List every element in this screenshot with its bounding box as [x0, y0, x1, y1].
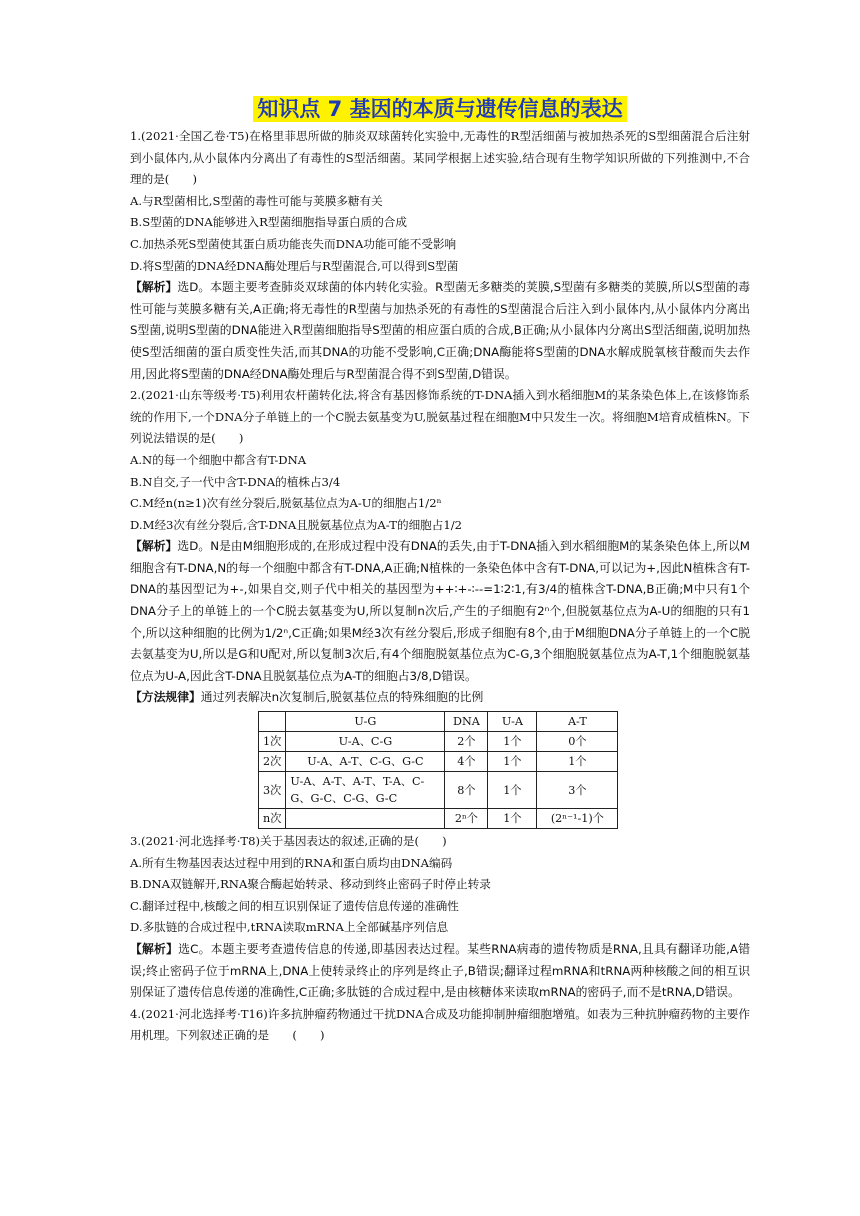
table-header-cell: U-A — [488, 712, 537, 732]
table-cell: n次 — [259, 809, 286, 829]
q2-option-c: C.M经n(n≥1)次有丝分裂后,脱氨基位点为A-U的细胞占1/2ⁿ — [130, 496, 442, 511]
q3-option-d: D.多肽链的合成过程中,tRNA读取mRNA上全部碱基序列信息 — [130, 920, 449, 935]
q2-method — [130, 687, 750, 709]
q2-analysis-text: 选D。N是由M细胞形成的,在形成过程中没有DNA的丢失,由于T-DNA插入到水稻细胞M的某条染色体上,所以M细胞含有T-DNA,N的每一个细胞中都含有T-DNA,A正确;N植株的一条染色体中含有T-DNA,可以记为+,因此N植株含有T-DNA的基因型记为+-,如果自交,则子代中相关的基因型为++∶+-∶--=1∶2∶1,有3/4的植株含T-DNA,B正确;M中只有1个DNA分子上的单链上的一个C脱去氨基变为U,所以复制n次后,产生的子细胞有2ⁿ个,但脱氨基位点为A-U的细胞的只有1个,所以这种细胞的比例为1/2ⁿ,C正确;如果M经3次有丝分裂后,形成子细胞有8个,由于M细胞DNA分子单链上的一个C脱去氨基变为U,所以是G和U配对,所以复制3次后,有4个细胞脱氨基位点为C-G,3个细胞脱氨基位点为A-T,1个细胞脱氨基位点为U-A,因此含T-DNA且脱氨基位点为A-T的细胞占3/8,D错误。 — [130, 539, 750, 683]
table-cell: 1个 — [488, 752, 537, 772]
page-title: 知识点 7 基因的本质与遗传信息的表达 — [253, 96, 626, 122]
table-cell: (2ⁿ⁻¹-1)个 — [537, 809, 618, 829]
table-cell: 0个 — [537, 732, 618, 752]
q1-option-d: D.将S型菌的DNA经DNA酶处理后与R型菌混合,可以得到S型菌 — [130, 258, 459, 273]
q2-method-tag: 【方法规律】 — [130, 690, 201, 705]
table-cell: 1次 — [259, 732, 286, 752]
table-header-cell: DNA — [445, 712, 488, 732]
table-row — [259, 772, 618, 809]
table-cell: 1个 — [488, 772, 537, 809]
page — [130, 96, 750, 1047]
table-header-cell — [259, 712, 286, 732]
q1-option-b: B.S型菌的DNA能够进入R型菌细胞指导蛋白质的合成 — [130, 215, 407, 230]
q3-stem: 3.(2021·河北选择考·T8)关于基因表达的叙述,正确的是( ) — [130, 834, 447, 849]
table-row — [259, 752, 618, 772]
table-row — [259, 809, 618, 829]
table-cell: U-A、A-T、A-T、T-A、C-G、G-C、C-G、G-C — [286, 772, 445, 809]
q2-analysis — [130, 536, 750, 687]
replication-table — [258, 711, 618, 829]
q3-option-c: C.翻译过程中,核酸之间的相互识别保证了遗传信息传递的准确性 — [130, 898, 459, 913]
table-cell: 2次 — [259, 752, 286, 772]
table-cell: 2ⁿ个 — [445, 809, 488, 829]
table-header-cell: U-G — [286, 712, 445, 732]
q3-option-a: A.所有生物基因表达过程中用到的RNA和蛋白质均由DNA编码 — [130, 855, 453, 870]
q3-analysis-text: 选C。本题主要考查遗传信息的传递,即基因表达过程。某些RNA病毒的遗传物质是RNA,且具有翻译功能,A错误;终止密码子位于mRNA上,DNA上使转录终止的序列是终止子,B错误;翻译过程mRNA和tRNA两种核酸之间的相互识别保证了遗传信息传递的准确性,C正确;多肽链的合成过程中,是由核糖体来读取mRNA的密码子,而不是tRNA,D错误。 — [130, 942, 750, 1000]
table-header-cell: A-T — [537, 712, 618, 732]
q1-option-a: A.与R型菌相比,S型菌的毒性可能与荚膜多糖有关 — [130, 193, 383, 208]
q2-analysis-tag: 【解析】 — [130, 539, 178, 554]
table-cell: U-A、A-T、C-G、G-C — [286, 752, 445, 772]
table-cell: 1个 — [537, 752, 618, 772]
table-cell — [286, 809, 445, 829]
table-row — [259, 732, 618, 752]
q2-option-b: B.N自交,子一代中含T-DNA的植株占3/4 — [130, 474, 341, 489]
q2-method-text: 通过列表解决n次复制后,脱氨基位点的特殊细胞的比例 — [200, 690, 484, 705]
q2-option-a: A.N的每一个细胞中都含有T-DNA — [130, 452, 307, 467]
q1-stem: 1.(2021·全国乙卷·T5)在格里菲思所做的肺炎双球菌转化实验中,无毒性的R型活细菌与被加热杀死的S型细菌混合后注射到小鼠体内,从小鼠体内分离出了有毒性的S型活细菌。某同学根据上述实验,结合现有生物学知识所做的下列推测中,不合理的是( ) — [130, 129, 750, 187]
table-cell: U-A、C-G — [286, 732, 445, 752]
table-cell: 3个 — [537, 772, 618, 809]
table-cell: 1个 — [488, 809, 537, 829]
q1-analysis-tag: 【解析】 — [130, 280, 178, 295]
table-cell: 4个 — [445, 752, 488, 772]
q3-analysis — [130, 939, 750, 1004]
q4-stem: 4.(2021·河北选择考·T16)许多抗肿瘤药物通过干扰DNA合成及功能抑制肿瘤细胞增殖。如表为三种抗肿瘤药物的主要作用机理。下列叙述正确的是 ( ) — [130, 1006, 750, 1043]
q3-option-b: B.DNA双链解开,RNA聚合酶起始转录、移动到终止密码子时停止转录 — [130, 877, 491, 892]
q2-option-d: D.M经3次有丝分裂后,含T-DNA且脱氨基位点为A-T的细胞占1/2 — [130, 517, 463, 532]
q1-analysis-text: 选D。本题主要考查肺炎双球菌的体内转化实验。R型菌无多糖类的荚膜,S型菌有多糖类的荚膜,所以S型菌的毒性可能与荚膜多糖有关,A正确;将无毒性的R型菌与加热杀死的有毒性的S型菌混合后注入到小鼠体内,从小鼠体内分离出S型菌,说明S型菌的DNA能进入R型菌细胞指导S型菌的相应蛋白质的合成,B正确;从小鼠体内分离出S型活细菌,说明加热使S型活细菌的蛋白质变性失活,而其DNA的功能不受影响,C正确;DNA酶能将S型菌的DNA水解成脱氧核苷酸而失去作用,因此将S型菌的DNA经DNA酶处理后与R型菌混合得不到S型菌,D错误。 — [130, 280, 750, 381]
table-cell: 3次 — [259, 772, 286, 809]
table-header-row — [259, 712, 618, 732]
q1-option-c: C.加热杀死S型菌使其蛋白质功能丧失而DNA功能可能不受影响 — [130, 236, 457, 251]
q2-stem: 2.(2021·山东等级考·T5)利用农杆菌转化法,将含有基因修饰系统的T-DNA插入到水稻细胞M的某条染色体上,在该修饰系统的作用下,一个DNA分子单链上的一个C脱去氨基变为U,脱氨基过程在细胞M中只发生一次。将细胞M培育成植株N。下列说法错误的是( ) — [130, 388, 750, 446]
q3-analysis-tag: 【解析】 — [130, 942, 179, 956]
table-cell: 1个 — [488, 732, 537, 752]
table-cell: 8个 — [445, 772, 488, 809]
table-cell: 2个 — [445, 732, 488, 752]
q1-analysis — [130, 277, 750, 385]
